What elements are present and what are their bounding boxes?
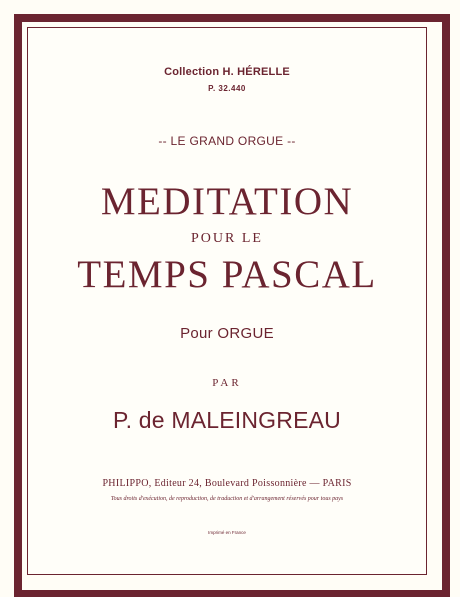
rights-notice: Tous droits d'exécution, de reproduction, de traduction et d'arrangement réservés pour tous pays: [110, 496, 344, 502]
by-label: PAR: [212, 377, 242, 389]
series-title: -- LE GRAND ORGUE --: [158, 134, 296, 148]
cover-content: [28, 28, 426, 574]
instrument-label: Pour ORGUE: [180, 325, 274, 342]
catalog-number: P. 32.440: [208, 84, 246, 93]
collection-name: Collection H. HÉRELLE: [164, 66, 290, 78]
title-line-3: TEMPS PASCAL: [77, 253, 377, 296]
publisher-info: PHILIPPO, Editeur 24, Boulevard Poissonnière — PARIS: [102, 478, 352, 489]
composer-name: P. de MALEINGREAU: [113, 407, 341, 433]
printed-in: Imprimé en France: [208, 530, 246, 535]
title-line-1: MEDITATION: [100, 180, 354, 223]
title-line-2: POUR LE: [191, 231, 263, 246]
